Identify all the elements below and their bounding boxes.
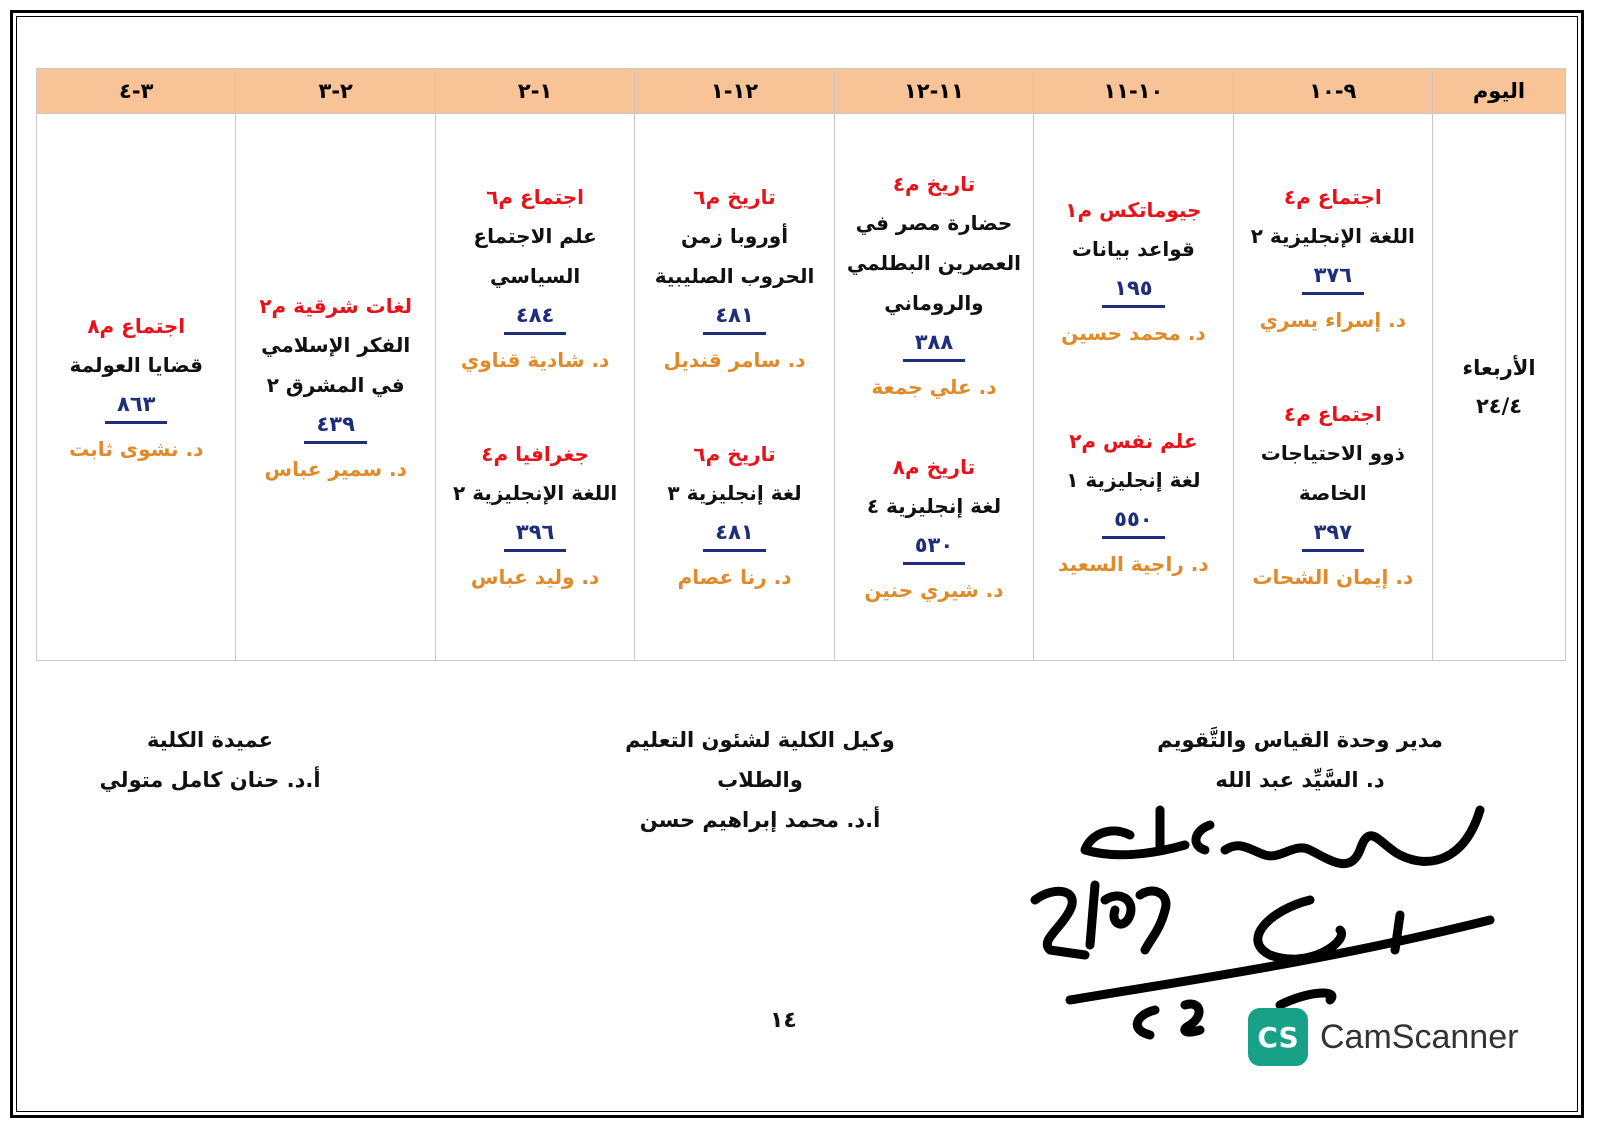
lecture-course: اللغة الإنجليزية ٢ [1250,224,1415,248]
lecture-room: ٤٨١ [703,298,765,335]
period-header: ٢-٣ [236,69,435,114]
period-cell [635,114,834,661]
lecture-block [667,435,801,596]
signature-dean [90,720,330,800]
lecture-professor: د. سامر قنديل [663,348,806,372]
lecture-professor: د. شيري حنين [864,578,1004,603]
lecture-professor: د. سمير عباس [264,456,407,481]
period-cell [1034,114,1233,661]
lecture-department: اجتماع م٤ [1283,185,1382,209]
lecture-professor: د. إيمان الشحات [1252,565,1414,589]
lecture-professor: د. إسراء يسري [1259,308,1407,332]
lecture-professor: د. راجية السعيد [1058,551,1209,576]
lecture-course: علم الاجتماع السياسي [473,224,597,288]
day-cell [1433,114,1566,661]
signature-title: عميدة الكلية [146,728,273,752]
day-name: الأربعاء [1462,356,1536,380]
period-cell [236,114,435,661]
lecture-room: ٣٩٧ [1302,515,1364,552]
camscanner-text: CamScanner [1320,1017,1519,1056]
lecture-department: تاريخ م٦ [693,185,776,209]
day-row [37,114,1566,661]
lecture-room: ٨٦٣ [105,387,167,424]
signature-measurement-director [1150,720,1450,800]
lecture-department: تاريخ م٨ [892,455,976,480]
lecture-department: تاريخ م٤ [892,171,976,196]
lecture-course: قواعد بيانات [1071,237,1195,262]
lecture-room: ٣٩٦ [504,515,566,552]
signature-name: د. السَّيِّد عبد الله [1215,768,1385,792]
lecture-room: ٤٨٤ [504,298,566,335]
lecture-block [645,178,825,379]
lecture-department: تاريخ م٦ [693,442,776,466]
camscanner-logo-icon: CS [1248,1008,1308,1066]
lecture-room: ٤٨١ [703,515,765,552]
schedule-table [36,68,1566,661]
lecture-room: ٤٣٩ [304,407,366,444]
lecture-course: ذوو الاحتياجات الخاصة [1260,441,1405,505]
period-cell [1233,114,1432,661]
lecture-course: لغة إنجليزية ٤ [866,494,1002,519]
lecture-professor: د. وليد عباس [470,565,600,589]
lecture-course: قضايا العولمة [69,352,204,377]
lecture-block [453,435,617,596]
lecture-professor: د. محمد حسين [1061,321,1206,346]
period-header: ١١-١٢ [834,69,1033,114]
lecture-room: ٥٣٠ [903,528,965,565]
lecture-room: ٣٨٨ [903,325,965,362]
period-header: ١-٢ [435,69,634,114]
lecture-block [445,178,625,379]
period-header: ١٠-١١ [1034,69,1233,114]
page-number: ١٤ [770,1008,797,1033]
lecture-block [1251,178,1415,339]
signature-name: أ.د. حنان كامل متولي [99,768,321,792]
lecture-department: جيوماتكس م١ [1065,198,1202,223]
lecture-department: جغرافيا م٤ [481,442,589,466]
lecture-block [69,307,203,468]
signature-title: مدير وحدة القياس والتَّقويم [1157,728,1443,752]
camscanner-watermark [1248,1008,1518,1066]
lecture-course: الفكر الإسلامي في المشرق ٢ [261,332,411,397]
lecture-block [1061,191,1205,352]
lecture-room: ٣٧٦ [1302,258,1364,295]
period-header: ٩-١٠ [1233,69,1432,114]
lecture-professor: د. شادية قناوي [460,348,610,372]
signature-vice-dean [580,720,940,840]
lecture-professor: د. علي جمعة [871,374,997,399]
lecture-block [1058,422,1209,583]
period-cell [435,114,634,661]
lecture-course: حضارة مصر في العصرين البطلمي والروماني [846,210,1021,315]
lecture-professor: د. نشوى ثابت [69,436,204,461]
lecture-department: اجتماع م٨ [87,313,186,338]
period-header: ٣-٤ [37,69,236,114]
lecture-department: اجتماع م٦ [486,185,585,209]
lecture-course: لغة إنجليزية ١ [1066,467,1201,492]
signature-title: وكيل الكلية لشئون التعليم والطلاب [625,728,895,792]
lecture-department: لغات شرقية م٢ [259,293,413,318]
header-row [37,69,1566,114]
period-cell [834,114,1033,661]
lecture-block [246,287,426,488]
lecture-department: اجتماع م٤ [1283,402,1382,426]
lecture-block [1243,395,1423,596]
lecture-course: أوروبا زمن الحروب الصليبية [654,224,815,288]
period-cell [37,114,236,661]
signature-name: أ.د. محمد إبراهيم حسن [639,808,881,832]
day-date: ٢٤/٤ [1475,394,1523,418]
lecture-department: علم نفس م٢ [1069,428,1198,453]
lecture-professor: د. رنا عصام [677,565,792,589]
period-header: ١٢-١ [635,69,834,114]
lecture-block [844,165,1024,406]
lecture-course: اللغة الإنجليزية ٢ [453,481,618,505]
day-header: اليوم [1433,69,1566,114]
lecture-course: لغة إنجليزية ٣ [667,481,802,505]
lecture-room: ٥٥٠ [1102,502,1164,539]
lecture-block [864,448,1003,609]
lecture-room: ١٩٥ [1102,271,1164,308]
